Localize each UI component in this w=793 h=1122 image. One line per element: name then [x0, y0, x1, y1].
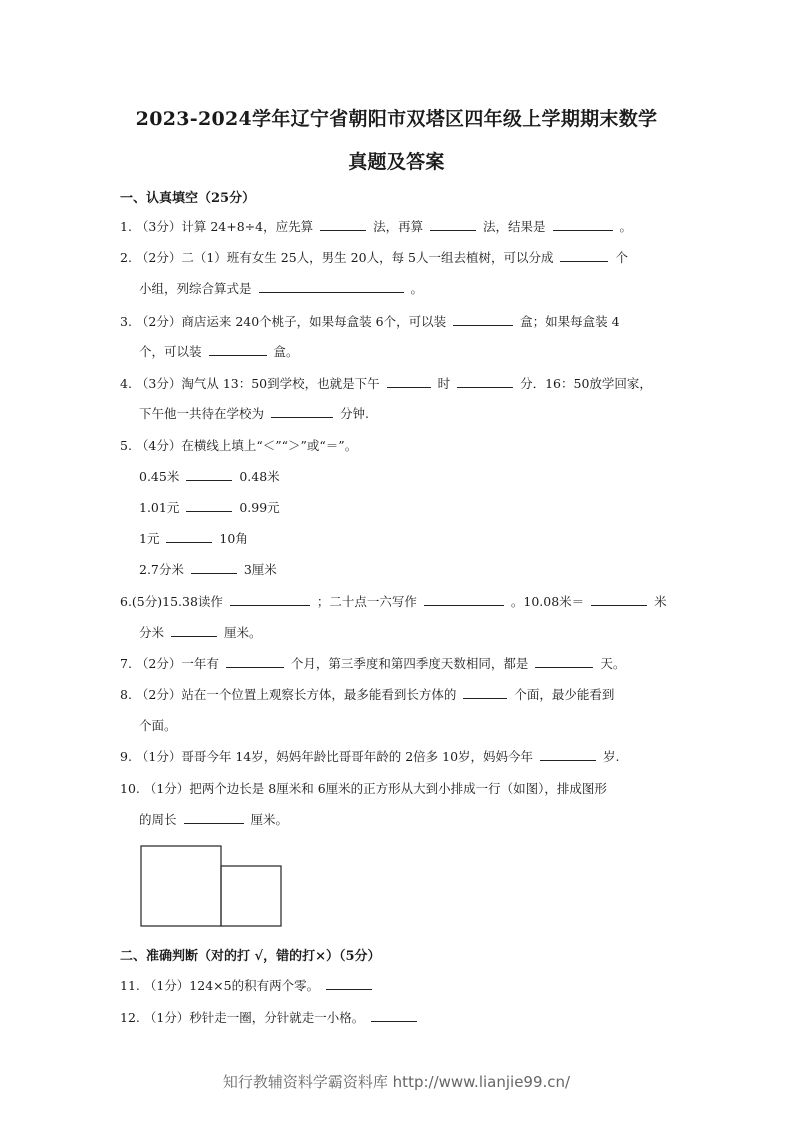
answer-blank[interactable] [171, 624, 217, 637]
question-7-text-c: 天。 [600, 656, 626, 671]
question-2-text: 2. （2分）二（1）班有女生 25人，男生 20人，每 5人一组去植树，可以分成 [120, 250, 554, 265]
small-square [221, 866, 281, 926]
question-3 [120, 313, 620, 331]
question-9-text: 9. （1分）哥哥今年 14岁，妈妈年龄比哥哥年龄的 2倍多 10岁，妈妈今年 [120, 749, 534, 764]
question-6-cont [139, 624, 262, 642]
compare-left: 2.7分米 [139, 562, 184, 577]
question-3-text-c: 个，可以装 [139, 344, 202, 359]
answer-blank[interactable] [186, 499, 232, 512]
compare-right: 10角 [219, 531, 248, 546]
question-4-cont [139, 405, 369, 423]
question-8-text-c: 个面。 [139, 718, 177, 733]
answer-blank[interactable] [191, 561, 237, 574]
answer-blank[interactable] [560, 249, 608, 262]
question-7-text-b: 个月，第三季度和第四季度天数相同，都是 [290, 656, 529, 671]
compare-row-4 [139, 561, 277, 579]
squares-figure [138, 842, 288, 932]
question-8-text-b: 个面，最少能看到 [514, 687, 615, 702]
question-4-text-c: 分．16：50放学回家， [520, 376, 652, 391]
compare-row-3 [139, 530, 248, 548]
question-6-text: 6.(5分)15.38读作 [120, 594, 223, 609]
question-2-text-b: 个 [615, 250, 628, 265]
compare-row-2 [139, 499, 280, 517]
compare-right: 0.48米 [239, 469, 280, 484]
question-6-text-b: ；二十点一六写作 [316, 594, 417, 609]
compare-right: 3厘米 [243, 562, 277, 577]
section-heading-fill-blanks: 一、认真填空（25分） [120, 191, 256, 206]
document-title: 2023-2024学年辽宁省朝阳市双塔区四年级上学期期末数学 [135, 108, 658, 130]
question-2-text-c: 小组，列综合算式是 [139, 281, 252, 296]
compare-row-1 [139, 468, 280, 486]
question-1-text-d: 。 [619, 219, 633, 234]
question-10-cont [139, 811, 288, 829]
answer-blank[interactable] [230, 593, 310, 606]
question-10 [120, 780, 607, 798]
question-4-text-b: 时 [437, 376, 451, 391]
question-7 [120, 655, 625, 673]
question-8-text: 8. （2分）站在一个位置上观察长方体，最多能看到长方体的 [120, 687, 457, 702]
question-3-cont [139, 343, 299, 361]
question-10-text-b: 的周长 [139, 812, 177, 827]
question-1-text: 1. （3分）计算 24+8÷4，应先算 [120, 219, 314, 234]
compare-left: 0.45米 [139, 469, 180, 484]
answer-blank[interactable] [320, 218, 366, 231]
question-6-text-d: 米 [654, 594, 667, 609]
question-4-text-d: 下午他一共待在学校为 [139, 406, 265, 421]
question-7-text: 7. （2分）一年有 [120, 656, 219, 671]
question-11-text: 11. （1分）124×5的积有两个零。 [120, 978, 320, 993]
question-4 [120, 375, 652, 393]
question-12 [120, 1009, 420, 1027]
answer-blank[interactable] [463, 686, 507, 699]
question-6 [120, 593, 667, 611]
answer-blank[interactable] [209, 343, 267, 356]
question-4-text: 4. （3分）淘气从 13：50到学校，也就是下午 [120, 376, 380, 391]
large-square [141, 846, 221, 926]
question-6-text-f: 厘米。 [223, 625, 262, 640]
answer-blank[interactable] [259, 280, 404, 293]
answer-blank[interactable] [457, 375, 513, 388]
answer-blank[interactable] [453, 313, 513, 326]
question-12-text: 12. （1分）秒针走一圈，分针就走一小格。 [120, 1010, 365, 1025]
answer-blank[interactable] [591, 593, 647, 606]
compare-right: 0.99元 [239, 500, 280, 515]
document-subtitle: 真题及答案 [348, 151, 445, 173]
answer-blank[interactable] [424, 593, 504, 606]
answer-blank[interactable] [166, 530, 212, 543]
question-1-text-c: 法，结果是 [483, 219, 546, 234]
answer-blank[interactable] [184, 811, 244, 824]
question-1 [120, 218, 632, 236]
question-3-text: 3. （2分）商店运来 240个桃子，如果每盒装 6个，可以装 [120, 314, 447, 329]
question-3-text-d: 盒。 [273, 344, 299, 359]
question-9-text-b: 岁. [603, 749, 620, 764]
answer-blank[interactable] [371, 1009, 417, 1022]
question-5 [120, 437, 357, 455]
question-2-cont [139, 280, 423, 298]
question-10-text: 10. （1分）把两个边长是 8厘米和 6厘米的正方形从大到小排成一行（如图），排成图形 [120, 781, 607, 796]
compare-left: 1.01元 [139, 500, 180, 515]
answer-blank[interactable] [553, 218, 613, 231]
answer-blank[interactable] [226, 655, 284, 668]
question-9 [120, 748, 620, 766]
answer-blank[interactable] [540, 748, 596, 761]
question-3-text-b: 盒；如果每盒装 4 [520, 314, 620, 329]
answer-blank[interactable] [271, 405, 333, 418]
footer-watermark: 知行教辅资料学霸资料库 http://www.lianjie99.cn/ [222, 1073, 571, 1091]
question-1-text-b: 法，再算 [373, 219, 424, 234]
section-heading-true-false: 二、准确判断（对的打 √，错的打×）（5分） [120, 949, 381, 964]
question-6-text-c: 。10.08米＝ [510, 594, 585, 609]
question-5-text: 5. （4分）在横线上填上“＜”“＞”或“＝”。 [120, 438, 358, 453]
question-10-text-c: 厘米。 [250, 812, 288, 827]
question-8 [120, 686, 614, 704]
question-8-cont [139, 717, 177, 735]
question-4-text-e: 分钟. [339, 406, 369, 421]
question-2-text-d: 。 [410, 281, 423, 296]
answer-blank[interactable] [186, 468, 232, 481]
answer-blank[interactable] [326, 977, 372, 990]
compare-left: 1元 [139, 531, 160, 546]
answer-blank[interactable] [430, 218, 476, 231]
answer-blank[interactable] [387, 375, 431, 388]
question-11 [120, 977, 375, 995]
question-2 [120, 249, 628, 267]
answer-blank[interactable] [535, 655, 593, 668]
question-6-text-e: 分米 [139, 625, 165, 640]
